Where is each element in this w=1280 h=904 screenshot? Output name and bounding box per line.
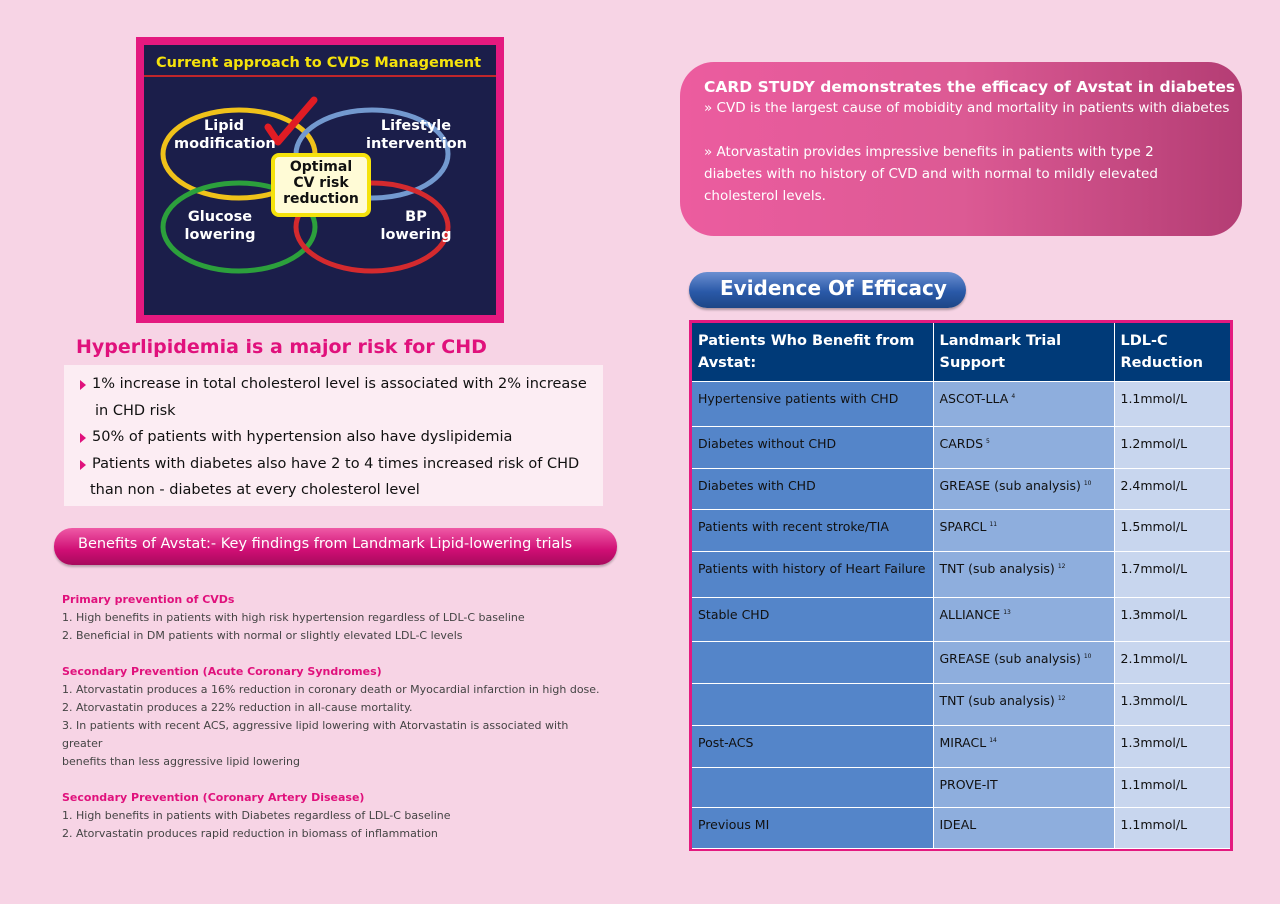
table-row: [692, 469, 1230, 510]
list-item: Patients with diabetes also have 2 to 4 times increased risk of CHD than non - diabetes at every cholesterol level: [80, 451, 593, 504]
cad-heading: Secondary Prevention (Coronary Artery Disease): [62, 791, 365, 804]
ldl-reduction-cell: 1.3mmol/L: [1114, 726, 1230, 768]
trial-cell: [933, 552, 1114, 598]
finding-item: 1. Atorvastatin produces a 16% reduction in coronary death or Myocardial infarction in high dose.: [62, 683, 600, 696]
hyperlipidemia-list: [64, 365, 603, 506]
trial-cell: [933, 469, 1114, 510]
benefits-banner: Benefits of Avstat:- Key findings from Landmark Lipid-lowering trials: [54, 528, 617, 565]
finding-item: 1. High benefits in patients with Diabetes regardless of LDL-C baseline: [62, 809, 451, 822]
patients-cell: Diabetes with CHD: [692, 469, 933, 510]
lifestyle-label: Lifestyle intervention: [366, 118, 468, 152]
reference-number: 12: [1057, 562, 1066, 570]
patients-cell: Previous MI: [692, 808, 933, 849]
table-row: [692, 768, 1230, 808]
card-study-box: [680, 62, 1242, 236]
trial-name: GREASE (sub analysis): [939, 478, 1081, 493]
reference-number: 14: [989, 736, 997, 744]
optimal-cv-risk-box: Optimal CV risk reduction: [271, 153, 371, 217]
trial-cell: [933, 726, 1114, 768]
finding-item: 2. Atorvastatin produces rapid reduction in biomass of inflammation: [62, 827, 438, 840]
ldl-reduction-cell: 1.2mmol/L: [1114, 427, 1230, 469]
key-findings: [62, 591, 612, 843]
diagram-background: [144, 45, 496, 315]
patients-cell: Diabetes without CHD: [692, 427, 933, 469]
reference-number: 13: [1003, 608, 1011, 616]
column-header: Patients Who Benefit from Avstat:: [692, 323, 933, 382]
evidence-title: Evidence Of Efficacy: [689, 272, 966, 308]
patients-cell: [692, 642, 933, 684]
trial-cell: [933, 382, 1114, 427]
evidence-table-frame: [689, 320, 1233, 851]
reference-number: 5: [986, 437, 990, 445]
diagram-title: Current approach to CVDs Management: [156, 55, 482, 71]
reference-number: 10: [1083, 652, 1092, 660]
trial-name: GREASE (sub analysis): [939, 651, 1081, 666]
table-row: [692, 726, 1230, 768]
trial-cell: [933, 598, 1114, 642]
card-bullet: » Atorvastatin provides impressive benefits in patients with type 2 diabetes with no history of CVD and with normal to mildly elevated cholesterol levels.: [704, 144, 1158, 204]
bullet-arrow-icon: [80, 460, 86, 470]
glucose-label: Glucose lowering: [184, 209, 256, 243]
trial-name: CARDS: [939, 436, 984, 451]
trial-name: SPARCL: [939, 519, 987, 534]
trial-name: TNT (sub analysis): [939, 693, 1055, 708]
table-row: [692, 642, 1230, 684]
column-header: Landmark Trial Support: [933, 323, 1114, 382]
trial-name: MIRACL: [939, 735, 987, 750]
patients-cell: Hypertensive patients with CHD: [692, 382, 933, 427]
finding-item: 2. Atorvastatin produces a 22% reduction in all-cause mortality.: [62, 701, 413, 714]
patients-cell: Stable CHD: [692, 598, 933, 642]
lipid-label: Lipid modification: [174, 118, 276, 152]
ldl-reduction-cell: 1.5mmol/L: [1114, 510, 1230, 552]
list-item: 1% increase in total cholesterol level is associated with 2% increase in CHD risk: [80, 371, 593, 424]
table-row: [692, 382, 1230, 427]
patients-cell: Post-ACS: [692, 726, 933, 768]
patients-cell: Patients with history of Heart Failure: [692, 552, 933, 598]
table-row: [692, 684, 1230, 726]
ldl-reduction-cell: 1.1mmol/L: [1114, 768, 1230, 808]
patients-cell: [692, 684, 933, 726]
column-header: LDL-C Reduction: [1114, 323, 1230, 382]
trial-cell: [933, 808, 1114, 849]
trial-name: ASCOT-LLA: [939, 391, 1009, 406]
table-row: [692, 552, 1230, 598]
patients-cell: [692, 768, 933, 808]
list-item: 50% of patients with hypertension also have dyslipidemia: [80, 424, 593, 451]
bullet-arrow-icon: [80, 380, 86, 390]
reference-number: 4: [1011, 392, 1016, 400]
trial-name: PROVE-IT: [939, 777, 998, 792]
finding-item: 3. In patients with recent ACS, aggressive lipid lowering with Atorvastatin is associated with greater benefits than less aggressive lipid lowering: [62, 719, 569, 768]
finding-item: 1. High benefits in patients with high risk hypertension regardless of LDL-C baseline: [62, 611, 525, 624]
card-study-title: CARD STUDY demonstrates the efficacy of Avstat in diabetes: [704, 78, 1236, 96]
ldl-reduction-cell: 2.4mmol/L: [1114, 469, 1230, 510]
primary-prevention-heading: Primary prevention of CVDs: [62, 593, 235, 606]
finding-item: 2. Beneficial in DM patients with normal or slightly elevated LDL-C levels: [62, 629, 463, 642]
trial-name: ALLIANCE: [939, 607, 1001, 622]
trial-cell: [933, 768, 1114, 808]
trial-name: IDEAL: [939, 817, 977, 832]
reference-number: 10: [1083, 479, 1092, 487]
patients-cell: Patients with recent stroke/TIA: [692, 510, 933, 552]
reference-number: 11: [989, 520, 998, 528]
table-row: [692, 808, 1230, 849]
trial-cell: [933, 642, 1114, 684]
ldl-reduction-cell: 1.1mmol/L: [1114, 382, 1230, 427]
table-row: [692, 598, 1230, 642]
table-row: [692, 427, 1230, 469]
trial-cell: [933, 684, 1114, 726]
acs-heading: Secondary Prevention (Acute Coronary Syndromes): [62, 665, 382, 678]
bp-label: BP lowering: [380, 209, 452, 243]
ldl-reduction-cell: 1.3mmol/L: [1114, 598, 1230, 642]
bullet-arrow-icon: [80, 433, 86, 443]
card-bullet: » CVD is the largest cause of mobidity and mortality in patients with diabetes: [704, 100, 1230, 116]
ldl-reduction-cell: 2.1mmol/L: [1114, 642, 1230, 684]
evidence-table: [692, 323, 1230, 849]
ldl-reduction-cell: 1.1mmol/L: [1114, 808, 1230, 849]
table-row: [692, 510, 1230, 552]
trial-cell: [933, 510, 1114, 552]
cvd-management-diagram: [136, 37, 504, 323]
trial-name: TNT (sub analysis): [939, 561, 1055, 576]
reference-number: 12: [1057, 694, 1066, 702]
ldl-reduction-cell: 1.3mmol/L: [1114, 684, 1230, 726]
hyperlipidemia-title: Hyperlipidemia is a major risk for CHD: [76, 336, 487, 358]
ldl-reduction-cell: 1.7mmol/L: [1114, 552, 1230, 598]
trial-cell: [933, 427, 1114, 469]
